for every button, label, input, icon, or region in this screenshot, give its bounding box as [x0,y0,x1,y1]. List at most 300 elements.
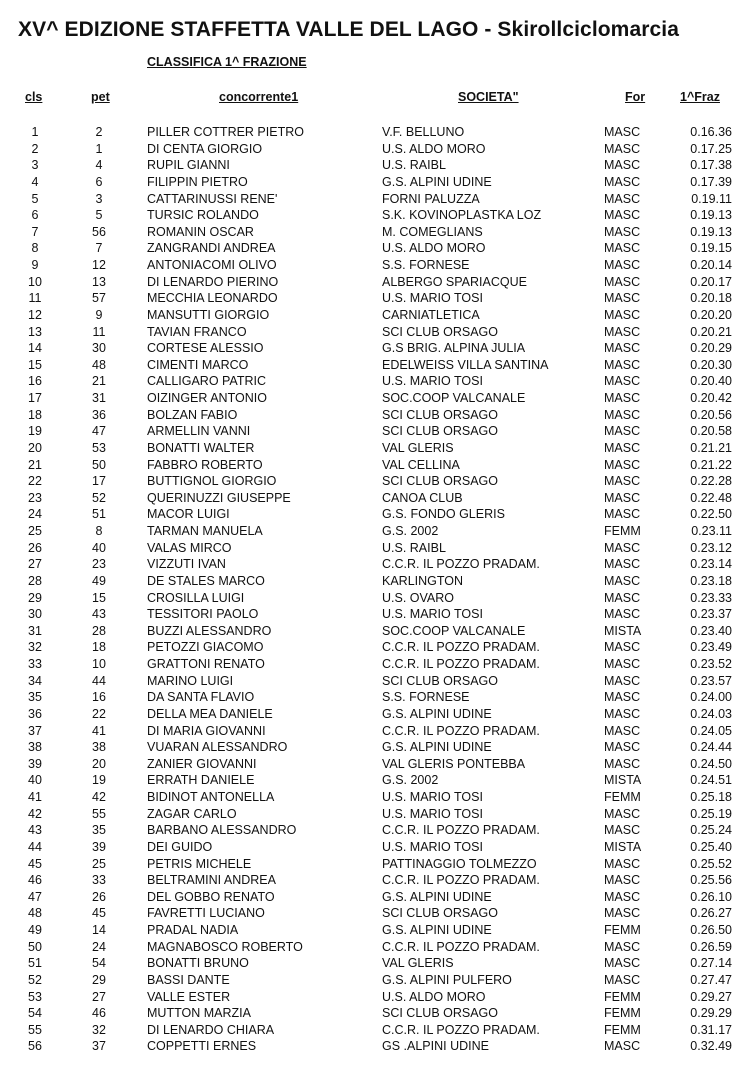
cell-cls: 56 [28,1039,42,1054]
cell-for: MASC [604,440,641,455]
header-fraz: 1^Fraz [680,90,720,104]
cell-fraz: 0.19.13 [690,224,732,239]
cell-fraz: 0.23.11 [691,524,732,538]
table-row [0,124,753,141]
cell-fraz: 0.20.56 [690,407,732,422]
cell-fraz: 0.19.15 [690,241,732,256]
cell-fraz: 0.23.14 [690,557,732,572]
cell-societa: C.C.R. IL POZZO PRADAM. [382,640,540,655]
cell-fraz: 0.17.38 [690,158,732,173]
cell-for: MASC [604,490,641,505]
cell-cls: 52 [28,972,42,987]
table-row [0,1038,753,1055]
cell-pet: 20 [92,756,106,771]
cell-cls: 17 [28,391,42,405]
table-row [0,390,753,407]
cell-for: MASC [604,856,641,871]
cell-concorrente: BELTRAMINI ANDREA [147,873,276,888]
cell-pet: 14 [92,923,106,937]
cell-pet: 26 [92,889,106,904]
table-row [0,1005,753,1022]
cell-for: MASC [604,208,641,223]
header-for: For [625,90,646,104]
cell-cls: 46 [28,873,42,888]
cell-pet: 33 [92,873,106,888]
cell-concorrente: CIMENTI MARCO [147,357,249,372]
cell-for: MISTA [604,623,642,638]
cell-concorrente: RUPIL GIANNI [147,158,230,173]
cell-cls: 49 [28,923,42,937]
cell-pet: 10 [92,657,106,671]
cell-cls: 13 [28,324,42,339]
table-row [0,174,753,191]
cell-concorrente: VIZZUTI IVAN [147,557,226,572]
cell-cls: 7 [31,224,39,239]
page-subtitle: CLASSIFICA 1^ FRAZIONE [147,55,307,69]
table-row [0,689,753,706]
cell-concorrente: ZANGRANDI ANDREA [147,241,276,256]
cell-concorrente: ANTONIACOMI OLIVO [147,258,277,272]
cell-for: MASC [604,141,641,156]
cell-societa: U.S. MARIO TOSI [382,291,483,306]
cell-cls: 12 [28,307,42,322]
cell-concorrente: FABBRO ROBERTO [147,457,263,472]
cell-pet: 1 [95,141,103,156]
cell-for: MASC [604,291,641,306]
cell-for: FEMM [604,1022,641,1037]
cell-cls: 30 [28,607,42,622]
table-row [0,540,753,557]
cell-concorrente: FILIPPIN PIETRO [147,174,248,189]
cell-cls: 44 [28,839,42,854]
cell-societa: SCI CLUB ORSAGO [382,673,498,688]
cell-pet: 6 [95,174,103,189]
cell-fraz: 0.17.39 [690,174,732,189]
cell-for: MASC [604,391,641,405]
cell-for: MASC [604,407,641,422]
cell-societa: SOC.COOP VALCANALE [382,623,526,638]
cell-concorrente: ROMANIN OSCAR [147,224,254,239]
cell-societa: FORNI PALUZZA [382,191,480,206]
cell-concorrente: ZAGAR CARLO [147,806,237,821]
cell-societa: U.S. RAIBL [382,540,446,555]
table-row [0,191,753,208]
table-row [0,1022,753,1039]
table-row [0,240,753,257]
cell-societa: SCI CLUB ORSAGO [382,324,498,339]
cell-for: MASC [604,740,641,755]
cell-societa: C.C.R. IL POZZO PRADAM. [382,823,540,838]
cell-fraz: 0.25.56 [690,873,732,888]
cell-concorrente: BIDINOT ANTONELLA [147,790,275,804]
cell-concorrente: CROSILLA LUIGI [147,590,245,605]
cell-concorrente: DA SANTA FLAVIO [147,690,255,705]
cell-societa: G.S. ALPINI UDINE [382,923,492,937]
cell-concorrente: MARINO LUIGI [147,673,234,688]
cell-fraz: 0.24.05 [690,723,732,738]
cell-for: MASC [604,357,641,372]
table-row [0,207,753,224]
cell-societa: VAL CELLINA [382,457,460,472]
cell-cls: 22 [28,474,42,489]
cell-for: MASC [604,274,641,289]
cell-societa: C.C.R. IL POZZO PRADAM. [382,723,540,738]
cell-cls: 45 [28,856,42,871]
cell-fraz: 0.23.52 [690,657,732,671]
cell-fraz: 0.29.29 [690,1006,732,1021]
cell-fraz: 0.26.27 [690,906,732,921]
cell-fraz: 0.21.22 [690,457,732,472]
table-row [0,789,753,806]
table-row [0,723,753,740]
cell-pet: 30 [92,341,106,356]
cell-for: MASC [604,673,641,688]
cell-concorrente: PILLER COTTRER PIETRO [147,125,304,139]
cell-pet: 31 [92,391,106,405]
cell-for: MASC [604,307,641,322]
cell-fraz: 0.19.13 [690,208,732,223]
cell-cls: 26 [28,540,42,555]
table-row [0,141,753,158]
cell-pet: 57 [92,291,106,306]
cell-fraz: 0.26.59 [690,939,732,954]
cell-for: MISTA [604,773,642,788]
cell-for: MASC [604,873,641,888]
cell-concorrente: DI LENARDO PIERINO [147,274,279,289]
cell-societa: U.S. MARIO TOSI [382,790,483,804]
cell-societa: SCI CLUB ORSAGO [382,407,498,422]
cell-concorrente: PRADAL NADIA [147,923,239,937]
cell-cls: 24 [28,507,42,522]
cell-societa: SCI CLUB ORSAGO [382,424,498,439]
cell-fraz: 0.24.03 [690,706,732,721]
cell-pet: 47 [92,424,106,439]
cell-fraz: 0.23.33 [690,590,732,605]
cell-for: FEMM [604,989,641,1004]
cell-cls: 19 [28,424,42,439]
cell-for: MASC [604,806,641,821]
cell-fraz: 0.24.44 [690,740,732,755]
cell-pet: 17 [92,474,106,489]
cell-for: MASC [604,457,641,472]
cell-pet: 42 [92,790,106,804]
cell-concorrente: TARMAN MANUELA [147,524,263,538]
cell-societa: G.S. ALPINI PULFERO [382,972,512,987]
cell-cls: 25 [28,524,42,538]
table-row [0,706,753,723]
cell-fraz: 0.23.18 [690,573,732,588]
cell-for: MASC [604,324,641,339]
cell-pet: 39 [92,839,106,854]
cell-concorrente: DE STALES MARCO [147,573,265,588]
cell-fraz: 0.25.40 [690,839,732,854]
cell-for: MASC [604,956,641,971]
cell-cls: 43 [28,823,42,838]
cell-societa: U.S. ALDO MORO [382,141,486,156]
cell-societa: U.S. RAIBL [382,158,446,173]
cell-fraz: 0.20.20 [690,307,732,322]
cell-concorrente: GRATTONI RENATO [147,657,265,671]
cell-cls: 55 [28,1022,42,1037]
cell-pet: 23 [92,557,106,572]
cell-cls: 51 [28,956,42,971]
cell-concorrente: BONATTI WALTER [147,440,255,455]
cell-fraz: 0.16.36 [690,125,732,139]
cell-for: MASC [604,939,641,954]
cell-for: MASC [604,540,641,555]
cell-cls: 5 [31,191,39,206]
header-concorrente: concorrente1 [219,90,299,104]
cell-pet: 43 [92,607,106,622]
cell-societa: C.C.R. IL POZZO PRADAM. [382,873,540,888]
cell-cls: 32 [28,640,42,655]
cell-pet: 25 [92,856,106,871]
cell-fraz: 0.32.49 [690,1039,732,1054]
table-row [0,224,753,241]
table-row [0,839,753,856]
cell-concorrente: BUZZI ALESSANDRO [147,623,272,638]
page-title: XV^ EDIZIONE STAFFETTA VALLE DEL LAGO - Skirollciclomarcia [18,18,679,41]
cell-for: MASC [604,424,641,439]
cell-pet: 27 [92,989,106,1004]
cell-pet: 13 [92,274,106,289]
table-row [0,440,753,457]
cell-fraz: 0.31.17 [690,1022,732,1037]
cell-concorrente: MACOR LUIGI [147,507,230,522]
cell-pet: 32 [92,1022,106,1037]
cell-fraz: 0.20.17 [690,274,732,289]
table-row [0,407,753,424]
cell-concorrente: MANSUTTI GIORGIO [147,307,270,322]
cell-concorrente: DI MARIA GIOVANNI [147,723,266,738]
cell-pet: 19 [92,773,106,788]
cell-societa: U.S. OVARO [382,590,455,605]
table-row [0,157,753,174]
cell-cls: 27 [28,557,42,572]
cell-for: MASC [604,557,641,572]
table-row [0,972,753,989]
table-row [0,822,753,839]
cell-societa: ALBERGO SPARIACQUE [382,274,527,289]
cell-pet: 4 [95,158,103,173]
cell-cls: 11 [28,291,42,306]
table-row [0,739,753,756]
cell-for: MASC [604,174,641,189]
cell-societa: PATTINAGGIO TOLMEZZO [382,856,537,871]
cell-cls: 3 [31,158,39,173]
table-row [0,889,753,906]
cell-pet: 37 [92,1039,106,1054]
cell-concorrente: DI LENARDO CHIARA [147,1022,275,1037]
cell-concorrente: ARMELLIN VANNI [147,424,251,439]
cell-pet: 41 [92,723,106,738]
table-row [0,590,753,607]
cell-pet: 54 [92,956,106,971]
table-row [0,756,753,773]
cell-for: MASC [604,889,641,904]
cell-cls: 41 [28,790,42,804]
cell-for: MASC [604,756,641,771]
cell-for: MASC [604,474,641,489]
cell-pet: 12 [92,258,106,272]
cell-for: MASC [604,906,641,921]
cell-pet: 9 [95,307,103,322]
cell-concorrente: TESSITORI PAOLO [147,607,259,622]
cell-fraz: 0.24.50 [690,756,732,771]
cell-concorrente: PETOZZI GIACOMO [147,640,264,655]
cell-pet: 24 [92,939,106,954]
cell-for: MASC [604,224,641,239]
cell-for: MASC [604,590,641,605]
cell-fraz: 0.23.37 [690,607,732,622]
table-row [0,457,753,474]
cell-for: MASC [604,823,641,838]
cell-cls: 35 [28,690,42,705]
cell-for: MISTA [604,839,642,854]
cell-concorrente: QUERINUZZI GIUSEPPE [147,490,291,505]
cell-concorrente: BONATTI BRUNO [147,956,249,971]
table-row [0,373,753,390]
table-row [0,806,753,823]
cell-fraz: 0.26.10 [690,889,732,904]
table-row [0,274,753,291]
cell-concorrente: BARBANO ALESSANDRO [147,823,297,838]
cell-fraz: 0.23.49 [690,640,732,655]
table-row [0,523,753,540]
cell-for: MASC [604,573,641,588]
cell-cls: 20 [28,440,42,455]
cell-cls: 33 [28,657,42,671]
cell-societa: CANOA CLUB [382,490,463,505]
cell-societa: G.S BRIG. ALPINA JULIA [382,341,526,356]
cell-societa: VAL GLERIS PONTEBBA [382,756,526,771]
cell-concorrente: CORTESE ALESSIO [147,341,264,356]
cell-fraz: 0.26.50 [690,923,732,937]
table-row [0,922,753,939]
cell-concorrente: BOLZAN FABIO [147,407,238,422]
cell-societa: G.S. 2002 [382,773,439,788]
cell-cls: 42 [28,806,42,821]
cell-concorrente: ERRATH DANIELE [147,773,255,788]
table-row [0,905,753,922]
cell-fraz: 0.20.40 [690,374,732,389]
cell-pet: 50 [92,457,106,472]
cell-cls: 39 [28,756,42,771]
cell-societa: CARNIATLETICA [382,307,480,322]
cell-for: MASC [604,706,641,721]
cell-for: MASC [604,640,641,655]
cell-societa: G.S. ALPINI UDINE [382,174,492,189]
cell-pet: 49 [92,573,106,588]
cell-cls: 1 [31,125,39,139]
cell-societa: G.S. ALPINI UDINE [382,740,492,755]
cell-for: MASC [604,972,641,987]
cell-concorrente: ZANIER GIOVANNI [147,756,257,771]
cell-fraz: 0.23.12 [690,540,732,555]
cell-for: MASC [604,690,641,705]
cell-cls: 10 [28,274,42,289]
cell-for: MASC [604,657,641,671]
cell-societa: S.K. KOVINOPLASTKA LOZ [382,208,542,223]
cell-fraz: 0.25.19 [690,806,732,821]
cell-societa: G.S. FONDO GLERIS [382,507,505,522]
cell-fraz: 0.23.57 [690,673,732,688]
cell-cls: 15 [28,357,42,372]
cell-fraz: 0.20.29 [690,341,732,356]
cell-societa: M. COMEGLIANS [382,224,483,239]
cell-pet: 21 [92,374,106,389]
cell-cls: 14 [28,341,42,356]
cell-cls: 28 [28,573,42,588]
cell-concorrente: TURSIC ROLANDO [147,208,259,223]
cell-for: MASC [604,374,641,389]
cell-concorrente: FAVRETTI LUCIANO [147,906,265,921]
cell-for: MASC [604,341,641,356]
cell-pet: 15 [92,590,106,605]
table-row [0,423,753,440]
cell-concorrente: VALAS MIRCO [147,540,232,555]
cell-concorrente: CALLIGARO PATRIC [147,374,267,389]
cell-fraz: 0.22.48 [690,490,732,505]
cell-fraz: 0.22.28 [690,474,732,489]
table-row [0,989,753,1006]
cell-cls: 16 [28,374,42,389]
cell-societa: G.S. 2002 [382,524,439,538]
cell-fraz: 0.19.11 [691,191,732,206]
cell-concorrente: DEI GUIDO [147,839,213,854]
cell-for: MASC [604,607,641,622]
cell-for: MASC [604,158,641,173]
table-row [0,856,753,873]
cell-pet: 45 [92,906,106,921]
cell-pet: 28 [92,623,106,638]
results-table [0,124,753,1055]
cell-societa: SOC.COOP VALCANALE [382,391,526,405]
table-row [0,656,753,673]
cell-concorrente: DI CENTA GIORGIO [147,141,263,156]
cell-pet: 22 [92,706,106,721]
table-row [0,639,753,656]
cell-societa: U.S. MARIO TOSI [382,839,483,854]
cell-for: MASC [604,723,641,738]
table-row [0,473,753,490]
cell-societa: G.S. ALPINI UDINE [382,889,492,904]
cell-fraz: 0.24.00 [690,690,732,705]
cell-fraz: 0.20.58 [690,424,732,439]
table-row [0,573,753,590]
cell-pet: 35 [92,823,106,838]
cell-societa: KARLINGTON [382,573,464,588]
cell-concorrente: MAGNABOSCO ROBERTO [147,939,303,954]
cell-fraz: 0.25.18 [690,790,732,804]
cell-concorrente: OIZINGER ANTONIO [147,391,267,405]
cell-pet: 18 [92,640,106,655]
cell-cls: 37 [28,723,42,738]
cell-fraz: 0.24.51 [690,773,732,788]
cell-pet: 46 [92,1006,106,1021]
cell-societa: U.S. ALDO MORO [382,241,486,256]
table-row [0,673,753,690]
cell-cls: 31 [28,623,42,638]
cell-pet: 38 [92,740,106,755]
cell-societa: EDELWEISS VILLA SANTINA [382,357,549,372]
cell-societa: GS .ALPINI UDINE [382,1039,489,1054]
cell-for: FEMM [604,1006,641,1021]
cell-societa: S.S. FORNESE [382,258,470,272]
cell-pet: 16 [92,690,106,705]
cell-cls: 40 [28,773,42,788]
header-societa: SOCIETA" [458,90,519,104]
